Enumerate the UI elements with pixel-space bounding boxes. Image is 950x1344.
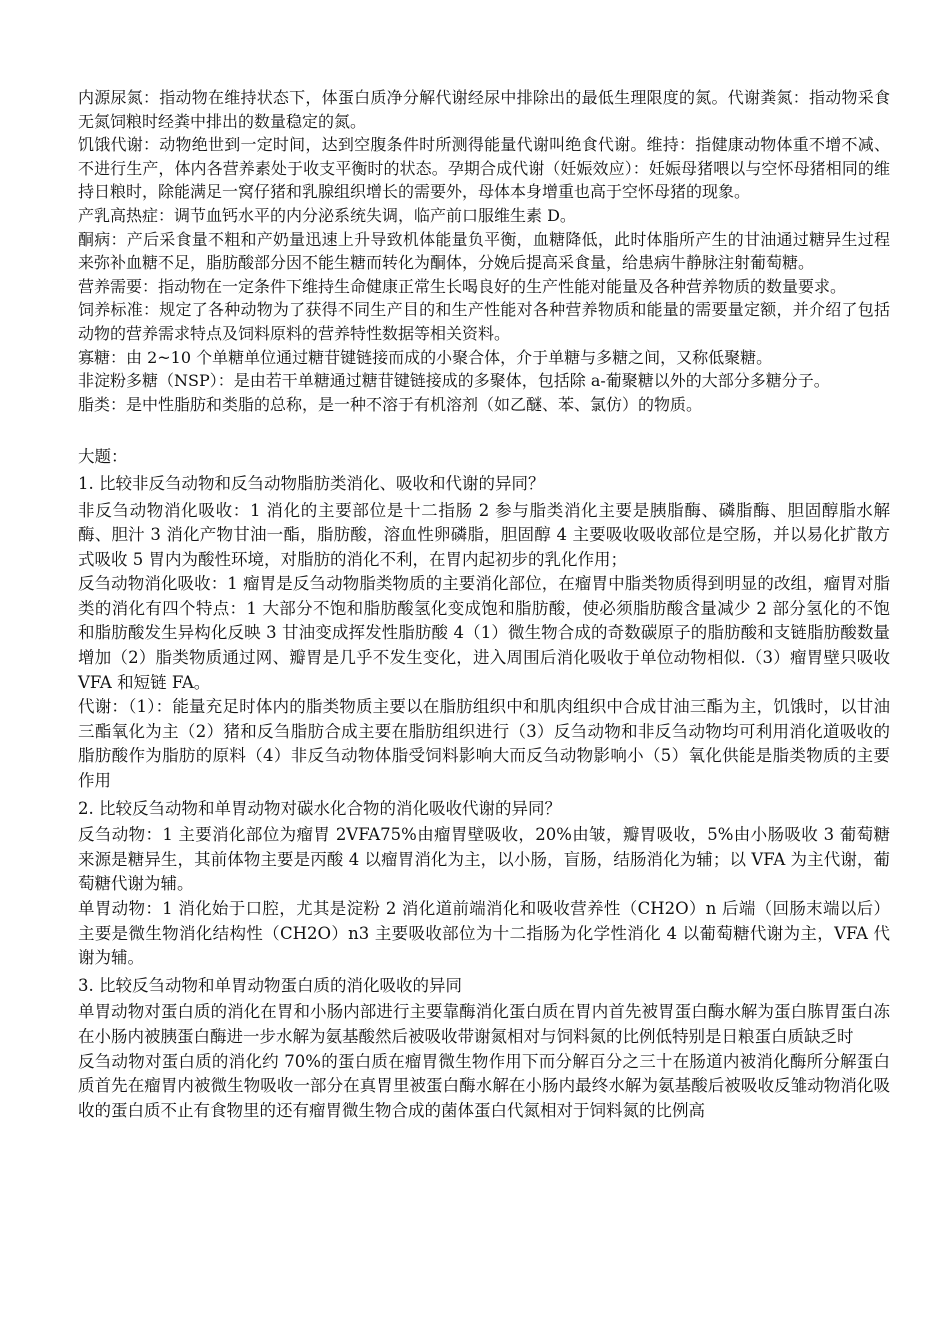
answer-paragraph: 单胃动物对蛋白质的消化在胃和小肠内部进行主要靠酶消化蛋白质在胃内首先被胃蛋白酶水解为蛋白胨胃蛋白冻在小肠内被胰蛋白酶进一步水解为氨基酸然后被吸收带谢氮相对与饲料氮的比例低特别是日粮蛋白质缺乏时 [78, 1002, 890, 1046]
answer-paragraph: 单胃动物：1 消化始于口腔，尤其是淀粉 2 消化道前端消化和吸收营养性（CH2O）n 后端（回肠末端以后）主要是微生物消化结构性（CH2O）n3 主要吸收部位为十二指肠为化学性消化 4 以葡萄糖代谢为主，VFA 代谢为辅。 [78, 899, 890, 968]
definitions-block [78, 86, 890, 416]
definition-paragraph: 饲养标准：规定了各种动物为了获得不同生产目的和生产性能对各种营养物质和能量的需要量定额，并介绍了包括动物的营养需求特点及饲料原料的营养特性数据等相关资料。 [78, 300, 890, 343]
definition-paragraph: 酮病：产后采食量不粗和产奶量迅速上升导致机体能量负平衡，血糖降低，此时体脂所产生的甘油通过糖异生过程来弥补血糖不足，脂肪酸部分因不能生糖而转化为酮体，分娩后提高采食量，给患病牛静脉注射葡萄糖。 [78, 229, 890, 273]
section-title: 大题： [78, 447, 128, 467]
question-title: 3. 比较反刍动物和单胃动物蛋白质的消化吸收的异同 [78, 975, 462, 995]
definition-paragraph: 寡糖：由 2~10 个单糖单位通过糖苷键链接而成的小聚合体，介于单糖与多糖之间，又称低聚糖。 [78, 347, 773, 367]
definition-paragraph: 内源尿氮：指动物在维持状态下，体蛋白质净分解代谢经尿中排除出的最低生理限度的氮。代谢粪氮：指动物采食无氮饲粮时经粪中排出的数量稳定的氮。 [78, 88, 890, 131]
answer-paragraph: 反刍动物消化吸收：1 瘤胃是反刍动物脂类物质的主要消化部位，在瘤胃中脂类物质得到明显的改组，瘤胃对脂类的消化有四个特点：1 大部分不饱和脂肪酸氢化变成饱和脂肪酸，使必须脂肪酸含量减少 2 部分氢化的不饱和脂肪酸发生异构化反映 3 甘油变成挥发性脂肪酸 4（1）微生物合成的奇数碳原子的脂肪酸和支链脂肪酸数量增加（2）脂类物质通过网、瓣胃是几乎不发生变化，进入周围后消化吸收于单位动物相似.（3）瘤胃壁只吸收 VFA 和短链 FA。 [78, 574, 890, 692]
question-title: 1. 比较非反刍动物和反刍动物脂肪类消化、吸收和代谢的异同？ [78, 473, 545, 493]
definition-paragraph: 脂类：是中性脂肪和类脂的总称，是一种不溶于有机溶剂（如乙醚、苯、氯仿）的物质。 [78, 394, 703, 414]
question-title: 2. 比较反刍动物和单胃动物对碳水化合物的消化吸收代谢的异同？ [78, 798, 561, 818]
definition-paragraph: 饥饿代谢：动物绝世到一定时间，达到空腹条件时所测得能量代谢叫绝食代谢。维持：指健康动物体重不增不减、不进行生产，体内各营养素处于收支平衡时的状态。孕期合成代谢（妊娠效应）：妊娠母猪喂以与空怀母猪相同的维持日粮时，除能满足一窝仔猪和乳腺组织增长的需要外，母体本身增重也高于空怀母猪的现象。 [78, 135, 890, 202]
answer-paragraph: 非反刍动物消化吸收：1 消化的主要部位是十二指肠 2 参与脂类消化主要是胰脂酶、磷脂酶、胆固醇脂水解酶、胆汁 3 消化产物甘油一酯，脂肪酸，溶血性卵磷脂，胆固醇 4 主要吸收吸收部位是空肠，并以易化扩散方式吸收 5 胃内为酸性环境，对脂肪的消化不利，在胃内起初步的乳化作用； [78, 500, 890, 569]
answer-paragraph: 反刍动物对蛋白质的消化约 70%的蛋白质在瘤胃微生物作用下而分解百分之三十在肠道内被消化酶所分解蛋白质首先在瘤胃内被微生物吸收一部分在真胃里被蛋白酶水解在小肠内最终水解为氨基酸后被吸收反雏动物消化吸收的蛋白质不止有食物里的还有瘤胃微生物合成的菌体蛋白代氮相对于饲料氮的比例高 [78, 1051, 890, 1120]
answer-paragraph: 反刍动物：1 主要消化部位为瘤胃 2VFA75%由瘤胃壁吸收，20%由皱，瓣胃吸收，5%由小肠吸收 3 葡萄糖来源是糖异生，其前体物主要是丙酸 4 以瘤胃消化为主，以小肠，盲肠，结肠消化为辅；以 VFA 为主代谢，葡萄糖代谢为辅。 [78, 825, 890, 894]
answer-paragraph: 代谢：（1）：能量充足时体内的脂类物质主要以在脂肪组织中和肌肉组织中合成甘油三酯为主，饥饿时，以甘油三酯氧化为主（2）猪和反刍脂肪合成主要在脂肪组织进行（3）反刍动物和非反刍动物均可利用消化道吸收的脂肪酸作为脂肪的原料（4）非反刍动物体脂受饲料影响大而反刍动物影响小（5）氧化供能是脂类物质的主要作用 [78, 697, 890, 791]
questions-block [78, 445, 890, 1123]
definition-paragraph: 产乳高热症：调节血钙水平的内分泌系统失调，临产前口服维生素 D。 [78, 205, 576, 225]
definition-paragraph: 非淀粉多糖（NSP）：是由若干单糖通过糖苷键链接成的多聚体，包括除 a-葡聚糖以外的大部分多糖分子。 [78, 371, 830, 391]
definition-paragraph: 营养需要：指动物在一定条件下维持生命健康正常生长喝良好的生产性能对能量及各种营养物质的数量要求。 [78, 276, 847, 296]
document-page [78, 86, 890, 1123]
